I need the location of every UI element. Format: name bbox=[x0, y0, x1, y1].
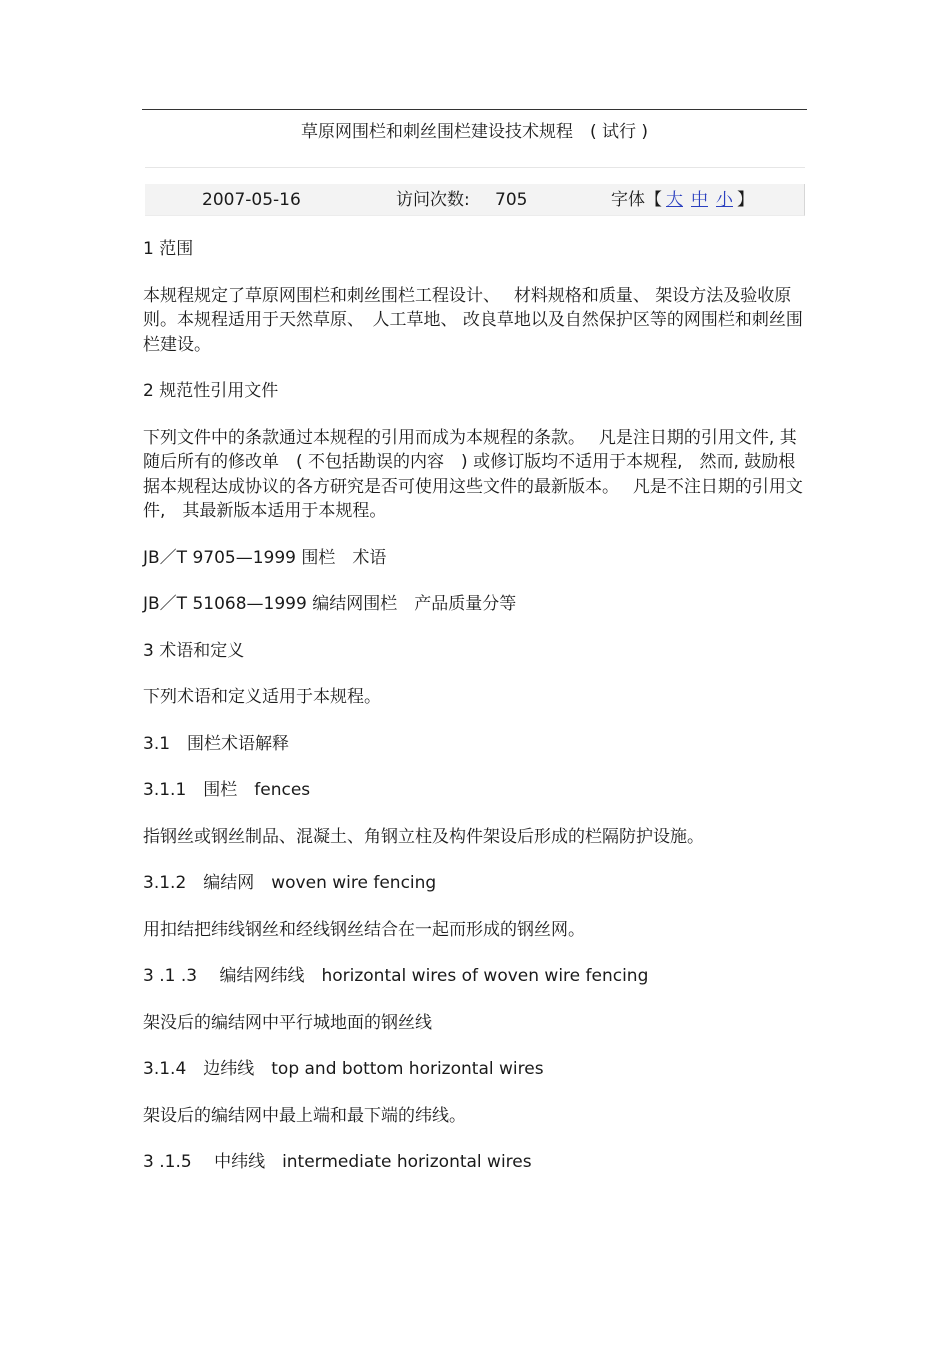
section-heading-scope: 1 范围 bbox=[143, 239, 194, 259]
term-heading: 3.1.4 边纬线 top and bottom horizontal wires bbox=[143, 1059, 544, 1079]
top-divider bbox=[142, 109, 807, 110]
term-definition: 用扣结把纬线钢丝和经线钢丝结合在一起而形成的钢丝网。 bbox=[143, 919, 585, 940]
visit-count-value: 705 bbox=[495, 190, 528, 210]
term-definition: 架设后的编结网中最上端和最下端的纬线。 bbox=[143, 1105, 466, 1126]
reference-item: JB／T 51068—1999 编结网围栏 产品质量分等 bbox=[143, 594, 517, 614]
term-heading: 3 .1 .3 编结网纬线 horizontal wires of woven wire fencing bbox=[143, 966, 649, 986]
paragraph-references: 下列文件中的条款通过本规程的引用而成为本规程的条款。 凡是注日期的引用文件, 其随后所有的修改单 ( 不包括勘误的内容 ) 或修订版均不适用于本规程, 然而, 鼓励根据本规程达成协议的各方研究是否可使用这些文件的最新版本。 凡是不注日期的引用文件, 其最新版本适用于本规程。 bbox=[143, 427, 803, 521]
article-meta-bar bbox=[145, 184, 805, 216]
publish-date: 2007-05-16 bbox=[202, 190, 301, 210]
font-size-switcher bbox=[611, 189, 754, 211]
term-definition: 架没后的编结网中平行城地面的钢丝线 bbox=[143, 1012, 432, 1033]
subsection-heading: 3.1 围栏术语解释 bbox=[143, 733, 290, 754]
font-small-link[interactable]: 小 bbox=[716, 190, 733, 210]
paragraph-scope: 本规程规定了草原网围栏和刺丝围栏工程设计、 材料规格和质量、 架设方法及验收原则。本规程适用于天然草原、 人工草地、 改良草地以及自然保护区等的网围栏和刺丝围栏建设。 bbox=[143, 285, 803, 355]
font-medium-link[interactable]: 中 bbox=[691, 190, 708, 210]
reference-item: JB／T 9705—1999 围栏 术语 bbox=[143, 547, 387, 568]
font-size-label: 字体【 bbox=[611, 190, 662, 210]
term-definition: 指钢丝或钢丝制品、混凝土、角钢立柱及构件架设后形成的栏隔防护设施。 bbox=[143, 826, 704, 847]
term-heading: 3.1.1 围栏 fences bbox=[143, 780, 311, 800]
page-title: 草原网围栏和刺丝围栏建设技术规程 ( 试行 ) bbox=[300, 122, 649, 142]
paragraph-terms-intro: 下列术语和定义适用于本规程。 bbox=[143, 687, 381, 707]
term-heading: 3 .1.5 中纬线 intermediate horizontal wires bbox=[143, 1152, 532, 1172]
section-heading-references: 2 规范性引用文件 bbox=[143, 381, 279, 401]
visit-count-label: 访问次数: bbox=[396, 190, 470, 210]
font-large-link[interactable]: 大 bbox=[666, 190, 683, 210]
title-divider bbox=[145, 167, 805, 168]
section-heading-terms: 3 术语和定义 bbox=[143, 640, 245, 661]
term-heading: 3.1.2 编结网 woven wire fencing bbox=[143, 873, 437, 893]
article-body bbox=[143, 237, 808, 1175]
font-size-bracket-close: 】 bbox=[737, 190, 754, 210]
